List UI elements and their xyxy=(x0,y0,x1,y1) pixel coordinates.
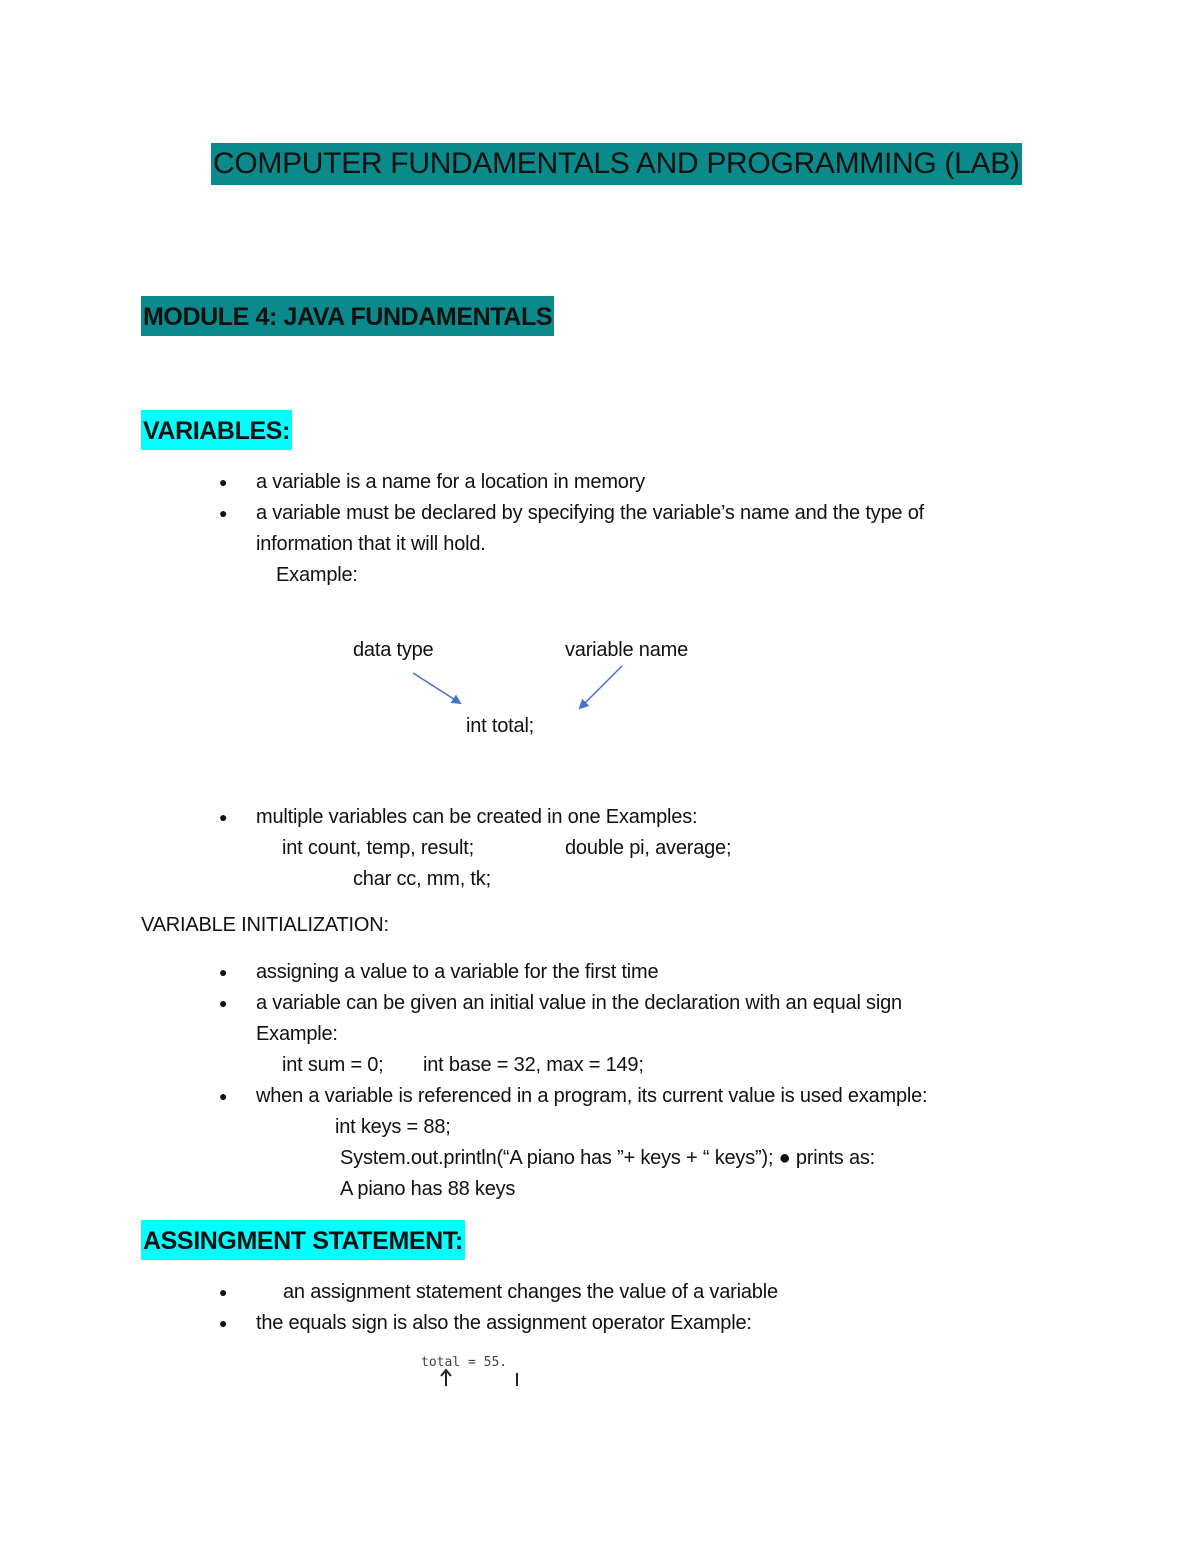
assignment-bullet-1: an assignment statement changes the value of a variable xyxy=(283,1281,778,1303)
initialization-bullet-3: when a variable is referenced in a program, its current value is used example: xyxy=(256,1085,928,1107)
initialization-code-1: int sum = 0; xyxy=(282,1054,384,1076)
bullet-icon: ● xyxy=(219,1088,228,1104)
bullet-icon: ● xyxy=(219,964,228,980)
initialization-code-4: System.out.println(“A piano has ”+ keys + “ keys”); ● prints as: xyxy=(340,1147,876,1169)
assignment-code-arrows xyxy=(430,1368,530,1390)
initialization-bullet-2: a variable can be given an initial value in the declaration with an equal sign xyxy=(256,992,902,1014)
multiple-code-3: char cc, mm, tk; xyxy=(353,868,491,890)
bullet-icon: ● xyxy=(219,809,228,825)
assignment-bullet-2: the equals sign is also the assignment operator Example: xyxy=(256,1312,752,1334)
variables-bullet-2: a variable must be declared by specifying the variable’s name and the type of xyxy=(256,502,924,524)
variable-name-arrow xyxy=(580,666,622,708)
variables-example-label: Example: xyxy=(276,564,358,586)
variables-bullet-1: a variable is a name for a location in memory xyxy=(256,471,645,493)
bullet-icon: ● xyxy=(219,1315,228,1331)
module-heading: MODULE 4: JAVA FUNDAMENTALS xyxy=(141,296,554,336)
bullet-icon: ● xyxy=(219,505,228,521)
initialization-code-2: int base = 32, max = 149; xyxy=(423,1054,644,1076)
bullet-icon: ● xyxy=(219,995,228,1011)
initialization-example-label: Example: xyxy=(256,1023,338,1045)
data-type-label: data type xyxy=(353,639,434,661)
data-type-arrow xyxy=(413,673,460,703)
multiple-code-2: double pi, average; xyxy=(565,837,732,859)
document-title: COMPUTER FUNDAMENTALS AND PROGRAMMING (LAB) xyxy=(211,143,1022,185)
variables-heading: VARIABLES: xyxy=(141,410,292,450)
diagram-arrows xyxy=(0,0,1200,760)
multiple-variables-bullet: multiple variables can be created in one Examples: xyxy=(256,806,698,828)
assignment-heading: ASSINGMENT STATEMENT: xyxy=(141,1220,465,1260)
bullet-icon: ● xyxy=(219,474,228,490)
variable-name-label: variable name xyxy=(565,639,689,661)
initialization-output: A piano has 88 keys xyxy=(340,1178,516,1200)
initialization-bullet-1: assigning a value to a variable for the first time xyxy=(256,961,659,983)
variables-bullet-2-continued: information that it will hold. xyxy=(256,533,486,555)
bullet-icon: ● xyxy=(219,1284,228,1300)
diagram-code: int total; xyxy=(466,715,535,737)
initialization-code-3: int keys = 88; xyxy=(335,1116,451,1138)
initialization-heading: VARIABLE INITIALIZATION: xyxy=(141,914,389,936)
assignment-code-image: total = 55. xyxy=(421,1355,508,1370)
multiple-code-1: int count, temp, result; xyxy=(282,837,474,859)
